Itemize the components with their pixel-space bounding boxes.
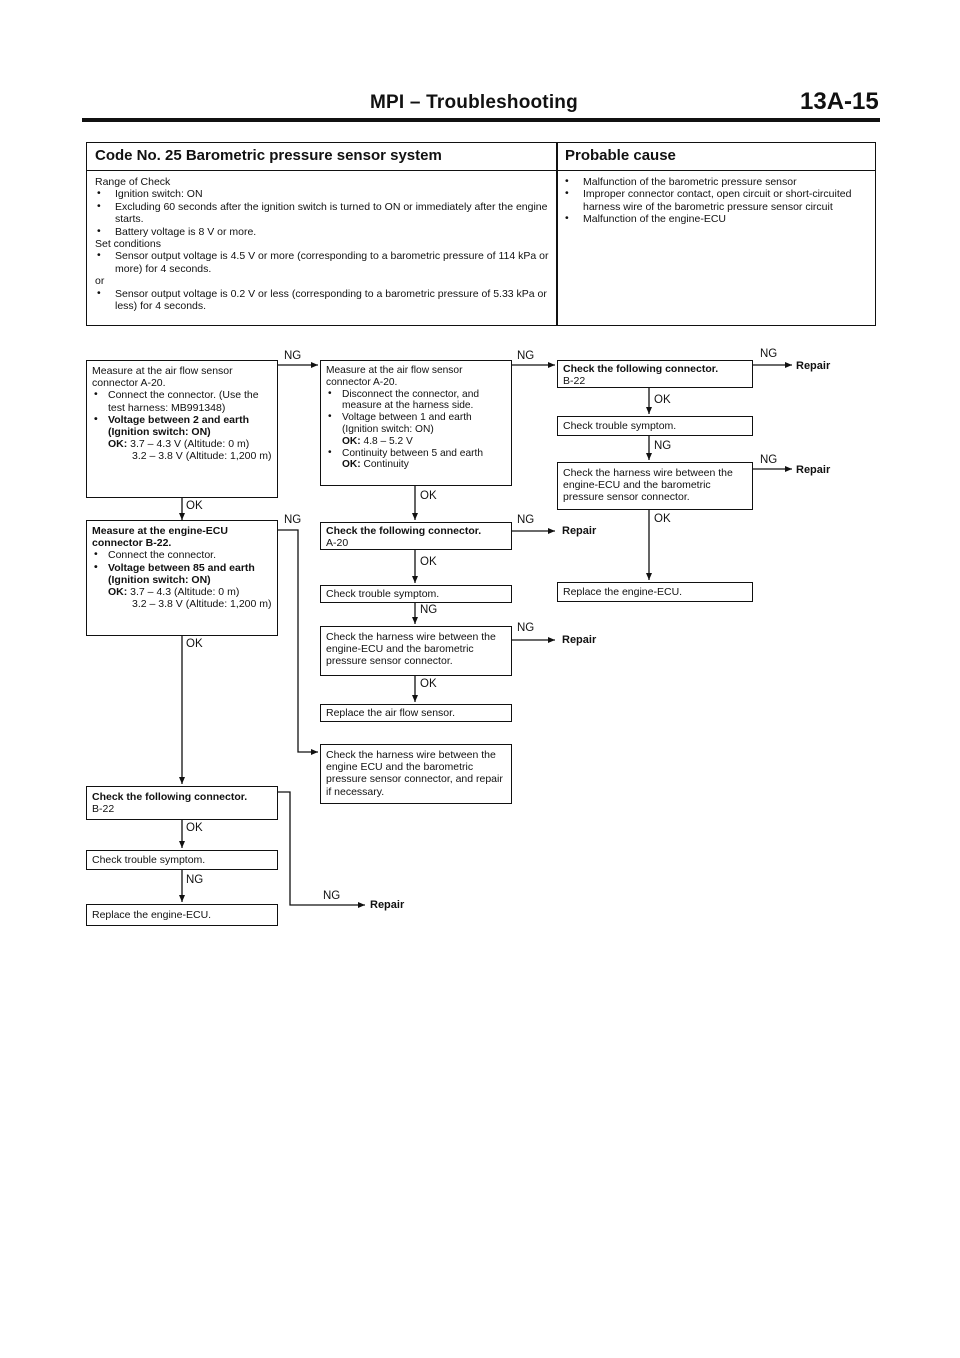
ok-label: OK — [654, 513, 671, 525]
step-text: B-22 — [92, 803, 115, 816]
step-text: Check the following connector. — [326, 525, 482, 537]
ok-label: OK: — [108, 586, 128, 599]
ng-label: NG — [284, 514, 302, 526]
ok-label: OK — [654, 394, 671, 406]
step-bullet: • Connect the connector. (Use the test harness: MB991348) — [92, 389, 272, 413]
ng-label: NG — [284, 350, 302, 362]
ok-value: 3.7 – 4.3 V (Altitude: 0 m) — [130, 438, 250, 451]
ng-label: NG — [517, 350, 535, 362]
ok-label: OK — [186, 638, 203, 650]
step-text: Check the harness wire between the engine-ECU and the barometric pressure sensor connector. — [326, 631, 496, 668]
set-heading: Set conditions — [95, 238, 161, 251]
step-bullet: • Voltage between 1 and earth (Ignition switch: ON) — [326, 412, 506, 436]
ng-label: NG — [760, 348, 778, 360]
ng-label: NG — [654, 440, 672, 452]
ok-label: OK — [420, 556, 437, 568]
ok-label: OK: — [108, 438, 128, 451]
page-title: MPI – Troubleshooting — [370, 92, 578, 113]
or-text: or — [95, 275, 105, 288]
repair-label: Repair — [562, 525, 597, 537]
step-text: Measure at the air flow sensor connector A-20. — [92, 365, 233, 390]
step-text: Check the following connector. — [563, 363, 719, 375]
page-number: 13A-15 — [800, 88, 879, 115]
ok-value: 3.7 – 4.3 (Altitude: 0 m) — [130, 586, 240, 599]
step-bullet: • Disconnect the connector, and measure at the harness side. — [326, 389, 506, 413]
repair-label: Repair — [562, 634, 597, 646]
step-check-harness-wire — [557, 462, 753, 510]
step-check-connector-b22 — [86, 786, 278, 820]
range-item: • Battery voltage is 8 V or more. — [95, 226, 550, 238]
ok-label: OK — [186, 822, 203, 834]
ok-label: OK: — [342, 459, 361, 471]
step-measure-air-flow-harness-side — [320, 360, 512, 486]
ng-label: NG — [517, 622, 535, 634]
step-text: Replace the engine-ECU. — [92, 909, 212, 921]
step-replace-engine-ecu — [86, 904, 278, 926]
probable-cause-title: Probable cause — [565, 147, 676, 164]
ok-value: Continuity — [363, 459, 409, 471]
step-text: A-20 — [326, 537, 349, 550]
step-check-harness-wire-and-repair — [320, 744, 512, 804]
range-item: • Excluding 60 seconds after the ignition switch is turned to ON or immediately after the engine starts. — [95, 201, 550, 226]
ng-label: NG — [517, 514, 535, 526]
step-text: Check trouble symptom. — [326, 588, 440, 600]
ng-label: NG — [760, 454, 778, 466]
ok-value: 3.2 – 3.8 V (Altitude: 1,200 m) — [132, 450, 272, 463]
step-check-trouble-symptom — [320, 585, 512, 603]
step-bullet: • Connect the connector. — [92, 549, 272, 561]
step-text: Replace the engine-ECU. — [563, 586, 683, 598]
ng-label: NG — [186, 874, 204, 886]
step-text: Check trouble symptom. — [563, 420, 677, 432]
ok-label: OK: — [342, 435, 361, 447]
cause-item: • Improper connector contact, open circuit or short-circuited harness wire of the barometric pressure sensor circuit — [563, 188, 871, 213]
step-text: Measure at the engine-ECU connector B-22. — [92, 525, 228, 550]
step-measure-engine-ecu-connector — [86, 520, 278, 636]
step-text: Replace the air flow sensor. — [326, 707, 455, 719]
ok-label: OK — [420, 490, 437, 502]
step-bullet: • Voltage between 85 and earth (Ignition switch: ON) — [92, 562, 272, 586]
cause-item: • Malfunction of the engine-ECU — [563, 213, 871, 225]
range-item: • Ignition switch: ON — [95, 188, 550, 200]
step-measure-air-flow-sensor-connector — [86, 360, 278, 498]
step-text: Measure at the air flow sensor connector A-20. — [326, 365, 463, 388]
repair-label: Repair — [370, 899, 405, 911]
step-check-harness-wire — [320, 626, 512, 676]
step-replace-air-flow-sensor — [320, 704, 512, 722]
step-check-trouble-symptom — [557, 416, 753, 436]
code-title: Code No. 25 Barometric pressure sensor system — [95, 147, 442, 164]
repair-label: Repair — [796, 360, 831, 372]
step-bullet: • Voltage between 2 and earth (Ignition switch: ON) — [92, 414, 272, 438]
range-heading: Range of Check — [95, 176, 171, 188]
set-item: • Sensor output voltage is 4.5 V or more (corresponding to a barometric pressure of 114 kPa or more) for 4 seconds. — [95, 250, 550, 275]
step-text: Check the following connector. — [92, 791, 248, 803]
step-check-connector-a20 — [320, 522, 512, 550]
ng-label: NG — [323, 890, 341, 902]
ng-label: NG — [420, 604, 438, 616]
ok-label: OK — [420, 678, 437, 690]
step-text: Check the harness wire between the engine-ECU and the barometric pressure sensor connector. — [563, 467, 733, 504]
repair-label: Repair — [796, 464, 831, 476]
step-text: B-22 — [563, 375, 586, 388]
cause-item: • Malfunction of the barometric pressure sensor — [563, 176, 871, 188]
ok-label: OK — [186, 500, 203, 512]
set-item: • Sensor output voltage is 0.2 V or less (corresponding to a barometric pressure of 5.33 kPa or less) for 4 seconds. — [95, 288, 550, 313]
step-check-trouble-symptom — [86, 850, 278, 870]
ok-value: 3.2 – 3.8 V (Altitude: 1,200 m) — [132, 598, 272, 611]
step-replace-engine-ecu — [557, 582, 753, 602]
step-bullet: • Continuity between 5 and earth — [326, 448, 506, 460]
ok-value: 4.8 – 5.2 V — [363, 435, 413, 447]
step-text: Check the harness wire between the engine ECU and the barometric pressure sensor connector, and repair if necessary. — [326, 749, 503, 798]
step-text: Check trouble symptom. — [92, 854, 206, 866]
step-check-connector-b22 — [557, 360, 753, 388]
